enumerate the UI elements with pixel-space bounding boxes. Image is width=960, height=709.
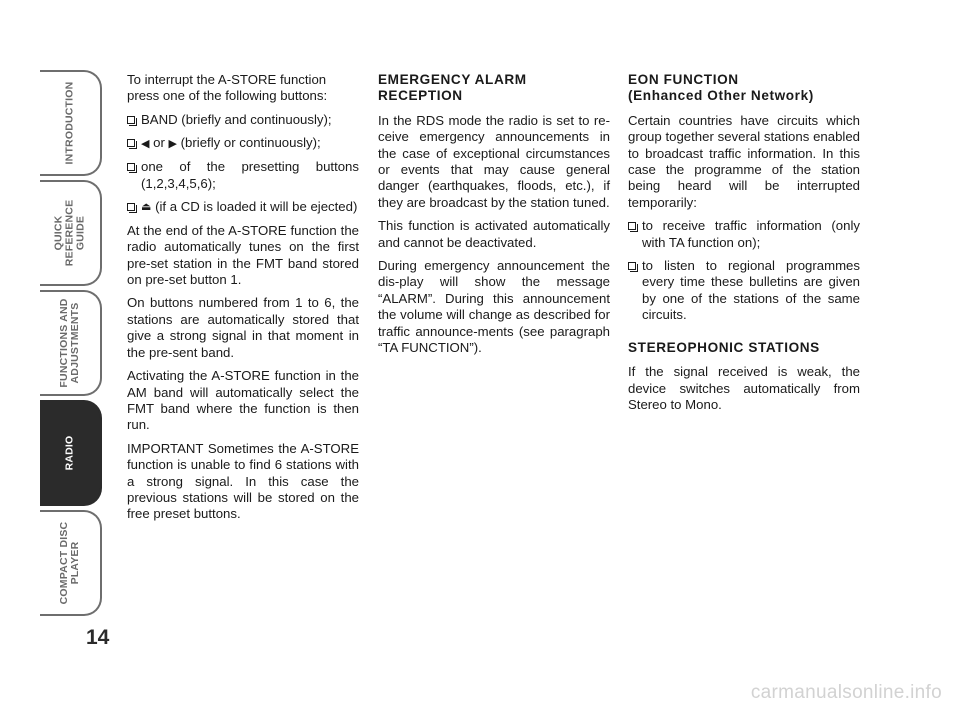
paragraph: To interrupt the A-STORE function press one of the following buttons: <box>127 72 328 104</box>
paragraph: On buttons numbered from 1 to 6, the stations are automatically stored that give a strong signal in that moment in the pre-sent band. <box>127 295 359 360</box>
list-item <box>127 199 359 216</box>
bullet-box-icon <box>127 163 135 171</box>
heading-line: RECEPTION <box>378 88 463 104</box>
section-heading: STEREOPHONIC STATIONS <box>628 339 820 355</box>
paragraph: At the end of the A-STORE function the radio automatically tunes on the first pre-set station in the FMT band stored on pre-set button 1. <box>127 222 359 288</box>
tab-label: FUNCTIONS AND ADJUSTMENTS <box>58 298 81 388</box>
paragraph: Activating the A-STORE function in the AM band will automatically select the FMT band where the function is then run. <box>127 368 359 433</box>
arrow-left-icon: ◀ <box>141 137 150 150</box>
paragraph: IMPORTANT Sometimes the A-STORE function is unable to find 6 stations with a strong signal. In this case the previous stations will be stored on the free preset buttons. <box>127 440 359 522</box>
heading-line: EON FUNCTION <box>628 72 739 87</box>
paragraph: This function is activated automatically and cannot be deactivated. <box>378 218 610 250</box>
tab-label: COMPACT DISC PLAYER <box>58 521 81 605</box>
list-item-text: to receive traffic information (only with TA function on); <box>642 218 860 250</box>
column-emergency-alarm <box>378 72 610 364</box>
tab-quick-reference-guide[interactable] <box>40 180 102 286</box>
paragraph: If the signal received is weak, the device switches automatically from Stereo to Mono. <box>628 364 860 412</box>
bullet-box-icon <box>127 139 135 147</box>
section-heading <box>378 72 610 105</box>
column-eon-stereo <box>628 72 860 420</box>
list-item-text: one of the presetting buttons (1,2,3,4,5,6); <box>141 159 359 191</box>
list-item-text: to listen to regional programmes every time these bulletins are given by one of the stations of the same circuits. <box>642 258 860 323</box>
list-item-text: or <box>149 135 169 151</box>
tab-label: INTRODUCTION <box>63 81 76 165</box>
bullet-box-icon <box>127 116 135 124</box>
paragraph: During emergency announcement the dis-play will show the message “ALARM”. During this announcement the volume will change as described for traffic announce-ments (see paragraph “TA FUNCTION”). <box>378 258 610 356</box>
list-item-text: (if a CD is loaded it will be ejected) <box>151 198 358 214</box>
page-number: 14 <box>86 626 110 649</box>
tab-introduction[interactable] <box>40 70 102 176</box>
bullet-box-icon <box>628 222 636 230</box>
list-item <box>127 112 359 128</box>
list-item <box>127 135 359 152</box>
list-item-text: BAND (briefly and continuously); <box>141 111 332 127</box>
tab-compact-disc-player[interactable] <box>40 510 102 616</box>
section-heading <box>628 72 860 105</box>
tab-label: QUICK REFERENCE GUIDE <box>52 199 87 267</box>
list-item <box>628 258 860 324</box>
arrow-right-icon: ▶ <box>168 137 177 150</box>
list-item-text: (briefly or continuously); <box>177 135 321 151</box>
tab-radio[interactable] <box>40 400 102 506</box>
bullet-box-icon <box>127 203 135 211</box>
column-astore <box>127 72 359 530</box>
eject-icon: ⏏ <box>141 201 152 214</box>
paragraph: Certain countries have circuits which group together several stations enabled to broadcast traffic information. In this case the programme of the station being heard will be interrupted temporarily: <box>628 112 860 210</box>
bullet-box-icon <box>628 262 636 270</box>
section-tab-bar <box>40 70 106 620</box>
watermark: carmanualsonline.info <box>750 682 942 703</box>
heading-line: (Enhanced Other Network) <box>628 88 814 104</box>
list-item <box>628 218 860 251</box>
list-item <box>127 159 359 192</box>
tab-label: RADIO <box>63 435 76 471</box>
tab-functions-and-adjustments[interactable] <box>40 290 102 396</box>
paragraph: In the RDS mode the radio is set to re-ceive emergency announcements in the case of exceptional circumstances or events that may cause general danger (earthquakes, floods, etc.), if they are broadcast by the station tuned. <box>378 112 610 210</box>
heading-line: EMERGENCY ALARM <box>378 72 527 87</box>
